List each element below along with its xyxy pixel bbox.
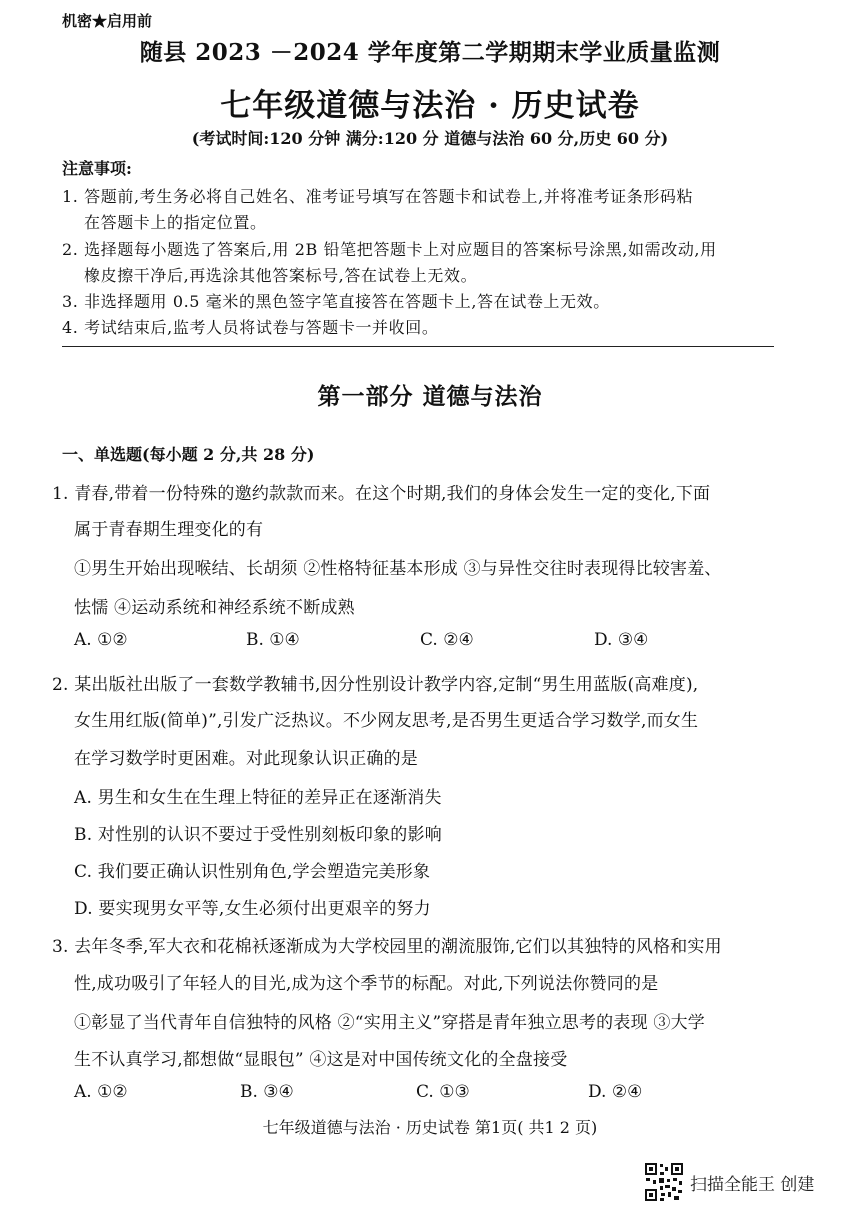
q3-option-a: A. ①② bbox=[74, 1082, 128, 1102]
note-1: 1. 答题前,考生务必将自己姓名、准考证号填写在答题卡和试卷上,并将准考证条形码粘 bbox=[62, 187, 694, 206]
note-2-cont: 橡皮擦干净后,再选涂其他答案标号,答在试卷上无效。 bbox=[84, 266, 478, 285]
exam-title-line1: 随县 2023 －2024 学年度第二学期期末学业质量监测 bbox=[139, 39, 721, 66]
q2-option-d: D. 要实现男女平等,女生必须付出更艰辛的努力 bbox=[74, 899, 431, 919]
qr-code-icon bbox=[644, 1162, 684, 1202]
scanner-watermark bbox=[644, 1162, 814, 1202]
note-1-cont: 在答题卡上的指定位置。 bbox=[84, 213, 267, 232]
scanner-watermark-text: 扫描全能王 创建 bbox=[690, 1174, 815, 1195]
confidential-label: 机密★启用前 bbox=[62, 12, 153, 30]
note-3: 3. 非选择题用 0.5 毫米的黑色签字笔直接答在答题卡上,答在试卷上无效。 bbox=[62, 292, 610, 311]
part-heading: 第一部分 道德与法治 bbox=[317, 383, 543, 410]
q3-option-b: B. ③④ bbox=[240, 1082, 294, 1102]
note-4: 4. 考试结束后,监考人员将试卷与答题卡一并收回。 bbox=[62, 318, 439, 337]
section-heading: 一、单选题(每小题 2 分,共 28 分) bbox=[62, 445, 315, 464]
q3-option-c: C. ①③ bbox=[416, 1082, 470, 1102]
exam-title-line2: 七年级道德与法治 · 历史试卷 bbox=[220, 88, 640, 124]
q1-stem-line1: 1. 青春,带着一份特殊的邀约款款而来。在这个时期,我们的身体会发生一定的变化,下面 bbox=[52, 484, 711, 504]
exam-info: (考试时间:120 分钟 满分:120 分 道德与法治 60 分,历史 60 分) bbox=[191, 129, 669, 148]
note-2: 2. 选择题每小题选了答案后,用 2B 铅笔把答题卡上对应题目的答案标号涂黑,如需改动,用 bbox=[62, 240, 717, 259]
page-footer: 七年级道德与法治 · 历史试卷 第1页( 共1 2 页) bbox=[262, 1118, 598, 1137]
q1-option-a: A. ①② bbox=[74, 630, 128, 650]
notes-heading: 注意事项: bbox=[62, 159, 132, 178]
q3-items-line1: ①彰显了当代青年自信独特的风格 ②“实用主义”穿搭是青年独立思考的表现 ③大学 bbox=[74, 1013, 705, 1033]
q2-option-c: C. 我们要正确认识性别角色,学会塑造完美形象 bbox=[74, 862, 431, 882]
q3-stem-line1: 3. 去年冬季,军大衣和花棉袄逐渐成为大学校园里的潮流服饰,它们以其独特的风格和实用 bbox=[52, 937, 722, 957]
q1-stem-line2: 属于青春期生理变化的有 bbox=[74, 520, 264, 540]
q2-stem-line3: 在学习数学时更困难。对此现象认识正确的是 bbox=[74, 749, 418, 769]
q2-option-b: B. 对性别的认识不要过于受性别刻板印象的影响 bbox=[74, 825, 442, 845]
q1-option-d: D. ③④ bbox=[594, 630, 649, 650]
q1-items-line1: ①男生开始出现喉结、长胡须 ②性格特征基本形成 ③与异性交往时表现得比较害羞、 bbox=[74, 559, 722, 579]
q1-option-b: B. ①④ bbox=[246, 630, 300, 650]
q1-items-line2: 怯懦 ④运动系统和神经系统不断成熟 bbox=[74, 598, 355, 618]
q2-stem-line2: 女生用红版(简单)”,引发广泛热议。不少网友思考,是否男生更适合学习数学,而女生 bbox=[74, 711, 699, 731]
divider bbox=[62, 346, 774, 347]
q3-option-d: D. ②④ bbox=[588, 1082, 643, 1102]
q2-stem-line1: 2. 某出版社出版了一套数学教辅书,因分性别设计教学内容,定制“男生用蓝版(高难度), bbox=[52, 675, 699, 695]
q1-option-c: C. ②④ bbox=[420, 630, 474, 650]
q2-option-a: A. 男生和女生在生理上特征的差异正在逐渐消失 bbox=[74, 788, 442, 808]
q3-items-line2: 生不认真学习,都想做“显眼包” ④这是对中国传统文化的全盘接受 bbox=[74, 1050, 568, 1070]
q3-stem-line2: 性,成功吸引了年轻人的目光,成为这个季节的标配。对此,下列说法你赞同的是 bbox=[74, 974, 659, 994]
